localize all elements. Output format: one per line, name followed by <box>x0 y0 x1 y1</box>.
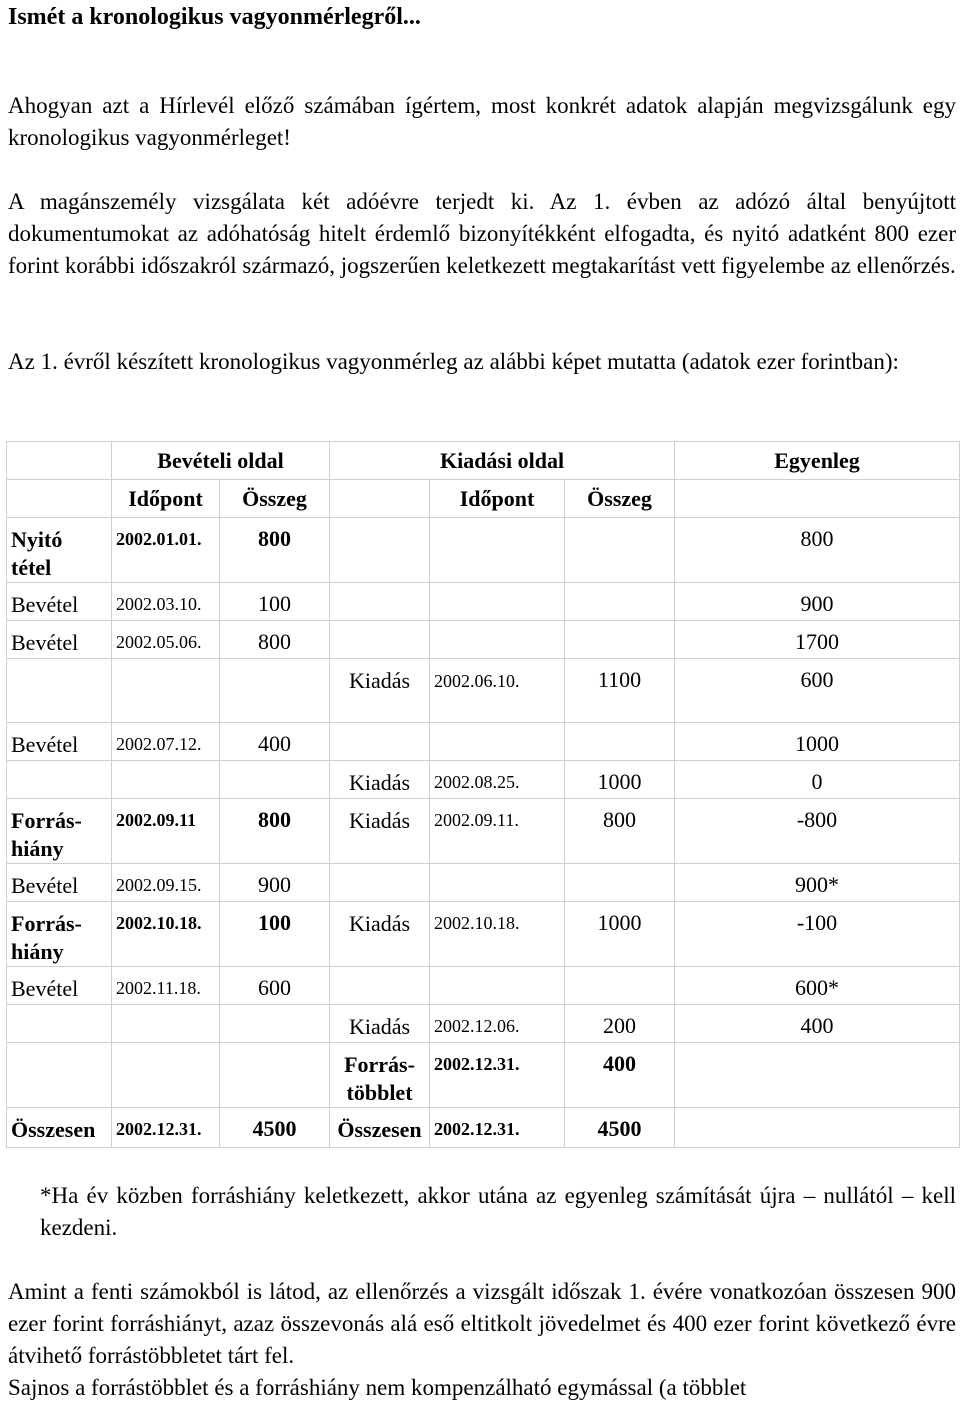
expense-date-cell <box>430 583 565 621</box>
balance-cell: 1000 <box>675 723 960 761</box>
balance-cell: 800 <box>675 518 960 583</box>
balance-cell: 1700 <box>675 621 960 659</box>
row-label-cell <box>7 761 112 799</box>
income-amount-cell: 400 <box>220 723 330 761</box>
income-date-cell: 2002.03.10. <box>112 583 220 621</box>
expense-amount-cell <box>565 864 675 902</box>
table-row <box>7 799 960 864</box>
income-date-cell <box>112 1005 220 1043</box>
expense-date-cell: 2002.12.31. <box>430 1043 565 1108</box>
table-row <box>7 723 960 761</box>
expense-date-cell <box>430 967 565 1005</box>
table-header-row <box>7 442 960 480</box>
balance-cell: 400 <box>675 1005 960 1043</box>
chronological-balance-table <box>6 441 960 1148</box>
income-date-cell: 2002.12.31. <box>112 1108 220 1148</box>
income-amount-header: Összeg <box>220 480 330 518</box>
expense-amount-cell <box>565 723 675 761</box>
header-empty-cell <box>7 442 112 480</box>
table-body <box>7 518 960 1148</box>
expense-label-cell <box>330 621 430 659</box>
balance-cell: -800 <box>675 799 960 864</box>
row-label-cell <box>7 659 112 723</box>
expense-label-cell: Kiadás <box>330 659 430 723</box>
expense-label-cell: Kiadás <box>330 799 430 864</box>
expense-amount-cell: 400 <box>565 1043 675 1108</box>
expense-amount-cell: 1100 <box>565 659 675 723</box>
balance-cell: 600* <box>675 967 960 1005</box>
row-label-cell: Bevétel <box>7 621 112 659</box>
row-label-cell: Bevétel <box>7 967 112 1005</box>
page-title: Ismét a kronologikus vagyonmérlegről... <box>8 4 421 30</box>
income-date-cell <box>112 659 220 723</box>
expense-date-header: Időpont <box>430 480 565 518</box>
income-date-cell: 2002.09.11 <box>112 799 220 864</box>
row-label-cell: Összesen <box>7 1108 112 1148</box>
expense-label-cell: Forrás-többlet <box>330 1043 430 1108</box>
expense-date-cell: 2002.10.18. <box>430 902 565 967</box>
expense-date-cell <box>430 864 565 902</box>
table-row <box>7 967 960 1005</box>
income-date-header: Időpont <box>112 480 220 518</box>
expense-date-cell: 2002.06.10. <box>430 659 565 723</box>
row-label-cell: Forrás-hiány <box>7 799 112 864</box>
income-amount-cell <box>220 659 330 723</box>
expense-amount-cell <box>565 967 675 1005</box>
income-date-cell <box>112 761 220 799</box>
expense-amount-header: Összeg <box>565 480 675 518</box>
income-date-cell: 2002.10.18. <box>112 902 220 967</box>
income-amount-cell: 100 <box>220 583 330 621</box>
balance-cell: 600 <box>675 659 960 723</box>
balance-header: Egyenleg <box>675 442 960 480</box>
income-amount-cell: 900 <box>220 864 330 902</box>
row-label-cell: Bevétel <box>7 864 112 902</box>
table-row <box>7 864 960 902</box>
row-label-cell: Bevétel <box>7 583 112 621</box>
expense-label-cell <box>330 723 430 761</box>
expense-amount-cell <box>565 621 675 659</box>
table-row <box>7 1108 960 1148</box>
expense-label-cell <box>330 583 430 621</box>
table-row <box>7 518 960 583</box>
balance-cell: 0 <box>675 761 960 799</box>
income-date-cell: 2002.05.06. <box>112 621 220 659</box>
table-subheader-row <box>7 480 960 518</box>
expense-amount-cell: 1000 <box>565 902 675 967</box>
income-side-header: Bevételi oldal <box>112 442 330 480</box>
expense-date-cell: 2002.08.25. <box>430 761 565 799</box>
row-label-cell <box>7 1005 112 1043</box>
table-intro-paragraph: Az 1. évről készített kronologikus vagyonmérleg az alábbi képet mutatta (adatok ezer forintban): <box>8 349 899 374</box>
table-row <box>7 659 960 723</box>
income-amount-cell <box>220 1005 330 1043</box>
table-row <box>7 621 960 659</box>
table-row <box>7 1043 960 1108</box>
balance-cell: -100 <box>675 902 960 967</box>
income-amount-cell <box>220 1043 330 1108</box>
income-date-cell <box>112 1043 220 1108</box>
intro-paragraph: Ahogyan azt a Hírlevél előző számában ígértem, most konkrét adatok alapján megvizsgálunk egy kronologikus vagyonmérleget! <box>8 93 956 150</box>
balance-cell <box>675 1043 960 1108</box>
expense-date-cell <box>430 621 565 659</box>
expense-label-cell: Kiadás <box>330 902 430 967</box>
row-label-cell: Forrás-hiány <box>7 902 112 967</box>
footnote: *Ha év közben forráshiány keletkezett, akkor utána az egyenleg számítását újra – nullától – kell kezdeni. <box>40 1183 956 1240</box>
conclusion-paragraph: Amint a fenti számokból is látod, az ellenőrzés a vizsgált időszak 1. évére vonatkozóan összesen 900 ezer forint forráshiányt, azaz összevonás alá eső eltitkolt jövedelmet és 400 ezer forint következő évre átvihető forrástöbbletet tárt fel. <box>8 1279 956 1368</box>
continuation-paragraph: Sajnos a forrástöbblet és a forráshiány nem kompenzálható egymással (a többlet <box>8 1375 747 1400</box>
income-date-cell: 2002.01.01. <box>112 518 220 583</box>
expense-label-cell: Kiadás <box>330 761 430 799</box>
expense-side-header: Kiadási oldal <box>330 442 675 480</box>
expense-label-cell: Összesen <box>330 1108 430 1148</box>
expense-date-cell <box>430 723 565 761</box>
income-amount-cell: 4500 <box>220 1108 330 1148</box>
row-label-cell: Nyitó tétel <box>7 518 112 583</box>
balance-cell <box>675 1108 960 1148</box>
income-date-cell: 2002.09.15. <box>112 864 220 902</box>
subheader-empty-cell <box>330 480 430 518</box>
expense-date-cell: 2002.12.06. <box>430 1005 565 1043</box>
balance-cell: 900 <box>675 583 960 621</box>
table-row <box>7 902 960 967</box>
row-label-cell <box>7 1043 112 1108</box>
subheader-empty-cell <box>7 480 112 518</box>
expense-label-cell: Kiadás <box>330 1005 430 1043</box>
expense-date-cell <box>430 518 565 583</box>
income-amount-cell: 800 <box>220 518 330 583</box>
income-date-cell: 2002.07.12. <box>112 723 220 761</box>
income-amount-cell: 800 <box>220 799 330 864</box>
context-paragraph: A magánszemély vizsgálata két adóévre terjedt ki. Az 1. évben az adózó által benyújtott dokumentumokat az adóhatóság hitelt érdemlő bizonyítékként elfogadta, és nyitó adatként 800 ezer forint korábbi időszakról származó, jogszerűen keletkezett megtakarítást vett figyelembe az ellenőrzés. <box>8 189 956 278</box>
income-date-cell: 2002.11.18. <box>112 967 220 1005</box>
income-amount-cell: 800 <box>220 621 330 659</box>
expense-date-cell: 2002.09.11. <box>430 799 565 864</box>
expense-amount-cell: 1000 <box>565 761 675 799</box>
expense-amount-cell <box>565 583 675 621</box>
expense-amount-cell: 4500 <box>565 1108 675 1148</box>
expense-label-cell <box>330 864 430 902</box>
row-label-cell: Bevétel <box>7 723 112 761</box>
expense-amount-cell: 200 <box>565 1005 675 1043</box>
expense-label-cell <box>330 967 430 1005</box>
table-row <box>7 1005 960 1043</box>
table-row <box>7 761 960 799</box>
income-amount-cell <box>220 761 330 799</box>
income-amount-cell: 100 <box>220 902 330 967</box>
expense-amount-cell: 800 <box>565 799 675 864</box>
income-amount-cell: 600 <box>220 967 330 1005</box>
table-row <box>7 583 960 621</box>
balance-cell: 900* <box>675 864 960 902</box>
expense-date-cell: 2002.12.31. <box>430 1108 565 1148</box>
expense-amount-cell <box>565 518 675 583</box>
subheader-empty-cell <box>675 480 960 518</box>
expense-label-cell <box>330 518 430 583</box>
